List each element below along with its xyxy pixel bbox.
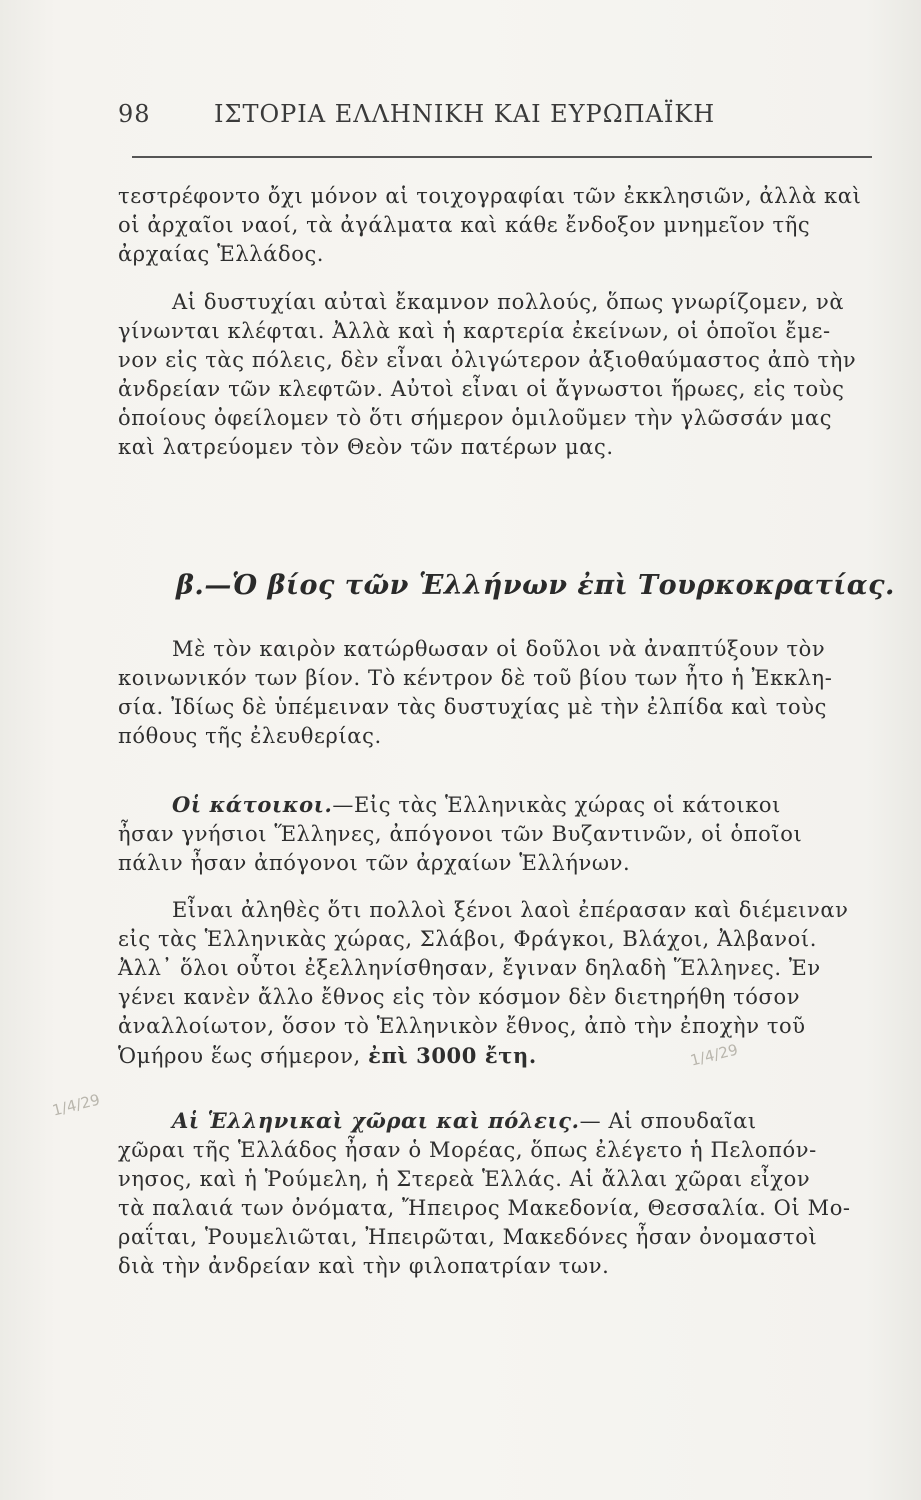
text-line	[118, 790, 878, 820]
text-line: πάλιν ἦσαν ἀπόγονοι τῶν ἀρχαίων Ἑλλήνων.	[118, 851, 631, 875]
text-line: διὰ τὴν ἀνδρείαν καὶ τὴν φιλοπατρίαν των.	[118, 1254, 610, 1278]
text-line: σία. Ἰδίως δὲ ὑπέμειναν τὰς δυστυχίας μὲ τὴν ἐλπίδα καὶ τοὺς	[118, 695, 827, 719]
running-title: ΙΣΤΟΡΙΑ ΕΛΛΗΝΙΚΗ ΚΑΙ ΕΥΡΩΠΑΪΚΗ	[214, 100, 716, 128]
emphasis-3000-years: ἐπὶ 3000 ἔτη.	[368, 1043, 537, 1068]
paragraph-4	[118, 790, 878, 878]
text-line	[118, 1041, 878, 1071]
text-line: ἦσαν γνήσιοι Ἕλληνες, ἀπόγονοι τῶν Βυζαντινῶν, οἱ ὁποῖοι	[118, 822, 803, 846]
text-line: Μὲ τὸν καιρὸν κατώρθωσαν οἱ δοῦλοι νὰ ἀναπτύξουν τὸν	[172, 637, 826, 661]
pencil-annotation-left: 1/4/29	[50, 1090, 102, 1120]
text-line: ἀνδρείαν τῶν κλεφτῶν. Αὐτοὶ εἶναι οἱ ἄγνωστοι ἥρωες, εἰς τοὺς	[118, 377, 845, 401]
paragraph-6	[118, 1106, 878, 1281]
page-number: 98	[118, 100, 151, 128]
page-header	[118, 100, 873, 140]
text-line	[118, 1106, 878, 1136]
text-run: — Αἱ σπουδαῖαι	[579, 1109, 757, 1133]
text-line: οἱ ἀρχαῖοι ναοί, τὰ ἀγάλματα καὶ κάθε ἔνδοξον μνημεῖον τῆς	[118, 213, 811, 237]
subheading-inhabitants: Οἱ κάτοικοι.	[172, 792, 333, 817]
text-line: νησος, καὶ ἡ Ῥούμελη, ἡ Στερεὰ Ἑλλάς. Αἱ ἄλλαι χῶραι εἶχον	[118, 1167, 811, 1191]
text-line: ὁποίους ὀφείλομεν τὸ ὅτι σήμερον ὁμιλοῦμεν τὴν γλῶσσάν μας	[118, 406, 833, 430]
text-line: Εἶναι ἀληθὲς ὅτι πολλοὶ ξένοι λαοὶ ἐπέρασαν καὶ διέμειναν	[172, 898, 849, 922]
text-line: ραΐται, Ῥουμελιῶται, Ἠπειρῶται, Μακεδόνες ἦσαν ὀνομαστοὶ	[118, 1225, 818, 1249]
text-line: τεστρέφοντο ὄχι μόνον αἱ τοιχογραφίαι τῶν ἐκκλησιῶν, ἀλλὰ καὶ	[118, 184, 862, 208]
text-line: τὰ παλαιά των ὀνόματα, Ἤπειρος Μακεδονία, Θεσσαλία. Οἱ Μο-	[118, 1196, 851, 1220]
pencil-annotation-right: 1/4/29	[688, 1040, 740, 1070]
text-line: γένει κανὲν ἄλλο ἔθνος εἰς τὸν κόσμον δὲν διετηρήθη τόσον	[118, 985, 801, 1009]
paragraph-1	[118, 182, 878, 269]
subheading-greek-lands: Αἱ Ἑλληνικαὶ χῶραι καὶ πόλεις.	[172, 1108, 580, 1133]
text-line: καὶ λατρεύομεν τὸν Θεὸν τῶν πατέρων μας.	[118, 435, 614, 459]
text-line: πόθους τῆς ἐλευθερίας.	[118, 724, 382, 748]
paragraph-2	[118, 288, 878, 462]
header-rule	[132, 156, 872, 158]
text-line: ἀναλλοίωτον, ὅσον τὸ Ἑλληνικὸν ἔθνος, ἀπὸ τὴν ἐποχὴν τοῦ	[118, 1014, 806, 1038]
text-line: ἀρχαίας Ἑλλάδος.	[118, 242, 325, 266]
text-run: —Εἰς τὰς Ἑλληνικὰς χώρας οἱ κάτοικοι	[332, 793, 782, 817]
text-line: γίνωνται κλέφται. Ἀλλὰ καὶ ἡ καρτερία ἐκείνων, οἱ ὁποῖοι ἔμε-	[118, 319, 831, 343]
paragraph-3	[118, 635, 878, 751]
text-line: Αἱ δυστυχίαι αὐταὶ ἔκαμνον πολλούς, ὅπως γνωρίζομεν, νὰ	[172, 290, 845, 314]
text-line: εἰς τὰς Ἑλληνικὰς χώρας, Σλάβοι, Φράγκοι, Βλάχοι, Ἀλβανοί.	[118, 927, 818, 951]
text-line: κοινωνικόν των βίον. Τὸ κέντρον δὲ τοῦ βίου των ἦτο ἡ Ἐκκλη-	[118, 666, 833, 690]
section-title: β.—Ὁ βίος τῶν Ἑλλήνων ἐπὶ Τουρκοκρατίας.	[176, 570, 895, 601]
text-line: χῶραι τῆς Ἑλλάδος ἦσαν ὁ Μορέας, ὅπως ἐλέγετο ἡ Πελοπόν-	[118, 1138, 817, 1162]
paragraph-5	[118, 896, 878, 1071]
text-run: Ὁμήρου ἕως σήμερον,	[118, 1044, 369, 1068]
text-line: Ἀλλ᾽ ὅλοι οὗτοι ἐξελληνίσθησαν, ἔγιναν δηλαδὴ Ἕλληνες. Ἐν	[118, 956, 821, 980]
text-line: νον εἰς τὰς πόλεις, δὲν εἶναι ὀλιγώτερον ἀξιοθαύμαστος ἀπὸ τὴν	[118, 348, 857, 372]
